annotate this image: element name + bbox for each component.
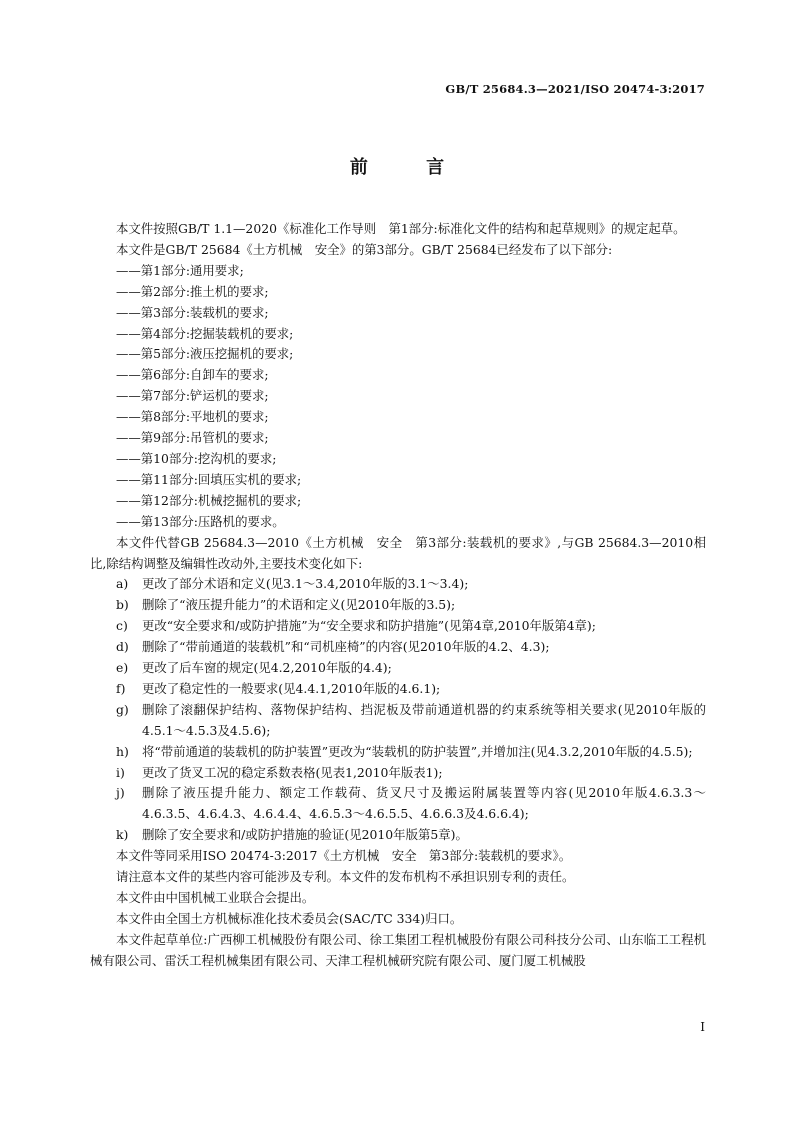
item-marker: b) (116, 597, 129, 613)
list-item: ——第4部分:挖掘装载机的要求; (116, 325, 294, 341)
item-marker: k) (116, 827, 129, 843)
item-text: 更改了货叉工况的稳定系数表格(见表1,2010年版表1); (142, 764, 443, 780)
intro-paragraph: 本文件是GB/T 25684《土方机械 安全》的第3部分。GB/T 25684已经发布了以下部分: (116, 241, 613, 257)
item-marker: f) (116, 680, 126, 696)
list-item (90, 595, 706, 616)
item-marker: i) (116, 764, 125, 780)
list-item (90, 742, 706, 763)
list-item (90, 783, 706, 825)
list-item (90, 637, 706, 658)
list-item (90, 574, 706, 595)
list-item: ——第8部分:平地机的要求; (116, 409, 269, 425)
list-item (90, 679, 706, 700)
item-text: 更改了稳定性的一般要求(见4.4.1,2010年版的4.6.1); (142, 680, 441, 696)
list-item (90, 700, 706, 742)
item-text: 更改“安全要求和/或防护措施”为“安全要求和防护措施”(见第4章,2010年版第4章); (142, 618, 596, 634)
list-item: ——第12部分:机械挖掘机的要求; (116, 492, 302, 508)
list-item: ——第5部分:液压挖掘机的要求; (116, 346, 294, 362)
item-text: 删除了滚翻保护结构、落物保护结构、挡泥板及带前通道机器的约束系统等相关要求(见2010年版的4.5.1～4.5.3及4.5.6); (142, 701, 706, 738)
list-item (90, 825, 706, 846)
drafters-paragraph: 本文件起草单位:广西柳工机械股份有限公司、徐工集团工程机械股份有限公司科技分公司、山东临工工程机械有限公司、雷沃工程机械集团有限公司、天津工程机械研究院有限公司、厦门厦工机械股 (90, 931, 706, 968)
item-marker: a) (116, 576, 129, 592)
list-item: ——第7部分:铲运机的要求; (116, 388, 269, 404)
adoption-paragraph: 本文件等同采用ISO 20474-3:2017《土方机械 安全 第3部分:装载机的要求》。 (116, 848, 572, 864)
document-header: GB/T 25684.3—2021/ISO 20474-3:2017 (445, 82, 705, 96)
intro-paragraph: 本文件按照GB/T 1.1—2020《标准化工作导则 第1部分:标准化文件的结构和起草规则》的规定起草。 (116, 221, 686, 236)
list-item: ——第6部分:自卸车的要求; (116, 367, 269, 383)
item-text: 删除了“液压提升能力”的术语和定义(见2010年版的3.5); (142, 597, 456, 613)
item-marker: h) (116, 743, 129, 759)
list-item: ——第3部分:装载机的要求; (116, 304, 269, 320)
item-marker: d) (116, 639, 129, 655)
item-marker: c) (116, 618, 128, 634)
item-marker: j) (116, 785, 125, 801)
list-item (90, 616, 706, 637)
list-item: ——第13部分:压路机的要求。 (116, 513, 285, 529)
parts-list (90, 261, 706, 533)
changes-list (90, 574, 706, 846)
list-item: ——第1部分:通用要求; (116, 262, 244, 278)
list-item (90, 658, 706, 679)
list-item: ——第11部分:回填压实机的要求; (116, 471, 302, 487)
replacement-paragraph: 本文件代替GB 25684.3—2010《土方机械 安全 第3部分:装载机的要求》,与GB 25684.3—2010相比,除结构调整及编辑性改动外,主要技术变化如下: (90, 534, 706, 571)
item-text: 将“带前通道的装载机的防护装置”更改为“装载机的防护装置”,并增加注(见4.3.2,2010年版的4.5.5); (142, 743, 693, 759)
committee-paragraph: 本文件由全国土方机械标准化技术委员会(SAC/TC 334)归口。 (116, 910, 463, 926)
item-text: 删除了“带前通道的装载机”和“司机座椅”的内容(见2010年版的4.2、4.3); (142, 639, 550, 655)
item-text: 更改了部分术语和定义(见3.1～3.4,2010年版的3.1～3.4); (142, 576, 469, 592)
list-item: ——第9部分:吊管机的要求; (116, 430, 269, 446)
item-marker: g) (116, 701, 129, 717)
item-text: 删除了安全要求和/或防护措施的验证(见2010年版第5章)。 (142, 827, 468, 843)
item-text: 删除了液压提升能力、额定工作载荷、货叉尺寸及搬运附属装置等内容(见2010年版4.6.3.3～4.6.3.5、4.6.4.3、4.6.4.4、4.6.5.3～4.6.5.5、4.6.6.3及4.6.6.4); (142, 785, 706, 822)
list-item: ——第2部分:推土机的要求; (116, 283, 269, 299)
proposer-paragraph: 本文件由中国机械工业联合会提出。 (116, 890, 315, 905)
item-text: 更改了后车窗的规定(见4.2,2010年版的4.4); (142, 660, 392, 676)
list-item (90, 763, 706, 784)
foreword-body (90, 219, 706, 972)
item-marker: e) (116, 660, 129, 676)
page-number: I (700, 1020, 705, 1034)
patent-notice: 请注意本文件的某些内容可能涉及专利。本文件的发布机构不承担识别专利的责任。 (116, 869, 575, 885)
list-item: ——第10部分:挖沟机的要求; (116, 450, 277, 466)
page-title: 前 言 (349, 157, 471, 178)
